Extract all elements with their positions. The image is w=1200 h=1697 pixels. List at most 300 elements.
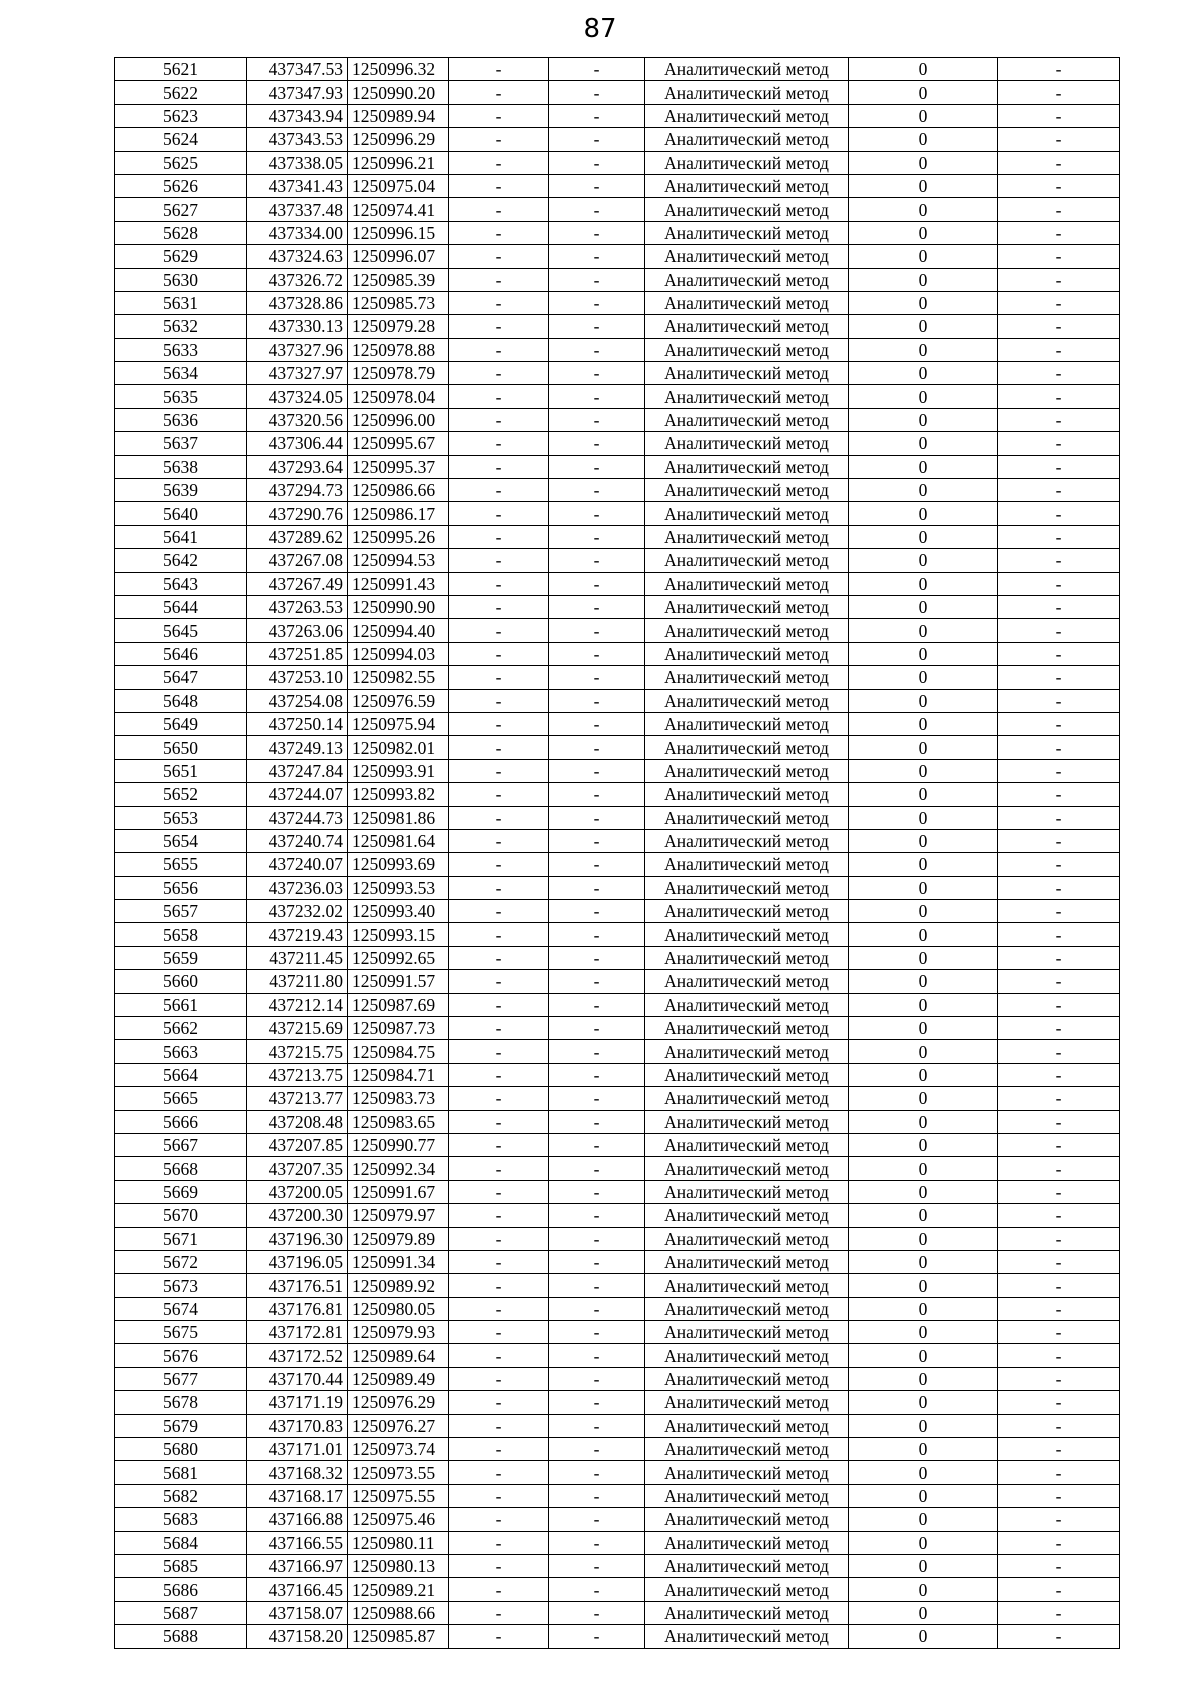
table-row <box>115 853 1120 876</box>
col5-cell: - <box>549 1484 645 1507</box>
x-coordinate-cell: 437320.56 <box>247 408 348 431</box>
col4-cell: - <box>449 1204 549 1227</box>
point-number-cell: 5642 <box>115 549 247 572</box>
col5-cell: - <box>549 689 645 712</box>
col8-cell: - <box>998 104 1120 127</box>
coordinates-table <box>114 57 1120 1649</box>
col4-cell: - <box>449 1321 549 1344</box>
error-cell: 0 <box>849 1180 998 1203</box>
method-cell: Аналитический метод <box>645 619 849 642</box>
x-coordinate-cell: 437168.32 <box>247 1461 348 1484</box>
col5-cell: - <box>549 1601 645 1624</box>
col8-cell: - <box>998 385 1120 408</box>
x-coordinate-cell: 437168.17 <box>247 1484 348 1507</box>
table-row <box>115 572 1120 595</box>
y-coordinate-cell: 1250996.21 <box>348 151 449 174</box>
col4-cell: - <box>449 291 549 314</box>
x-coordinate-cell: 437196.05 <box>247 1250 348 1273</box>
table-row <box>115 479 1120 502</box>
col8-cell: - <box>998 1017 1120 1040</box>
table-row <box>115 245 1120 268</box>
col8-cell: - <box>998 81 1120 104</box>
y-coordinate-cell: 1250996.07 <box>348 245 449 268</box>
y-coordinate-cell: 1250987.73 <box>348 1017 449 1040</box>
y-coordinate-cell: 1250993.91 <box>348 759 449 782</box>
col8-cell: - <box>998 502 1120 525</box>
method-cell: Аналитический метод <box>645 666 849 689</box>
col8-cell: - <box>998 876 1120 899</box>
col4-cell: - <box>449 1157 549 1180</box>
col4-cell: - <box>449 245 549 268</box>
point-number-cell: 5653 <box>115 806 247 829</box>
table-row <box>115 946 1120 969</box>
method-cell: Аналитический метод <box>645 829 849 852</box>
error-cell: 0 <box>849 1063 998 1086</box>
method-cell: Аналитический метод <box>645 1274 849 1297</box>
col5-cell: - <box>549 1508 645 1531</box>
col8-cell: - <box>998 1578 1120 1601</box>
y-coordinate-cell: 1250987.69 <box>348 993 449 1016</box>
col5-cell: - <box>549 1625 645 1648</box>
x-coordinate-cell: 437240.74 <box>247 829 348 852</box>
error-cell: 0 <box>849 572 998 595</box>
col8-cell: - <box>998 1297 1120 1320</box>
error-cell: 0 <box>849 81 998 104</box>
col5-cell: - <box>549 619 645 642</box>
table-row <box>115 970 1120 993</box>
method-cell: Аналитический метод <box>645 759 849 782</box>
error-cell: 0 <box>849 432 998 455</box>
method-cell: Аналитический метод <box>645 1344 849 1367</box>
method-cell: Аналитический метод <box>645 595 849 618</box>
method-cell: Аналитический метод <box>645 1017 849 1040</box>
col5-cell: - <box>549 1438 645 1461</box>
x-coordinate-cell: 437200.30 <box>247 1204 348 1227</box>
y-coordinate-cell: 1250990.90 <box>348 595 449 618</box>
y-coordinate-cell: 1250985.39 <box>348 268 449 291</box>
error-cell: 0 <box>849 1414 998 1437</box>
col4-cell: - <box>449 1508 549 1531</box>
point-number-cell: 5675 <box>115 1321 247 1344</box>
error-cell: 0 <box>849 408 998 431</box>
y-coordinate-cell: 1250975.04 <box>348 174 449 197</box>
x-coordinate-cell: 437327.97 <box>247 362 348 385</box>
col5-cell: - <box>549 1133 645 1156</box>
error-cell: 0 <box>849 1344 998 1367</box>
method-cell: Аналитический метод <box>645 1531 849 1554</box>
col4-cell: - <box>449 900 549 923</box>
y-coordinate-cell: 1250981.86 <box>348 806 449 829</box>
x-coordinate-cell: 437240.07 <box>247 853 348 876</box>
x-coordinate-cell: 437176.81 <box>247 1297 348 1320</box>
error-cell: 0 <box>849 58 998 81</box>
y-coordinate-cell: 1250983.73 <box>348 1087 449 1110</box>
y-coordinate-cell: 1250994.53 <box>348 549 449 572</box>
method-cell: Аналитический метод <box>645 1391 849 1414</box>
y-coordinate-cell: 1250989.64 <box>348 1344 449 1367</box>
error-cell: 0 <box>849 1250 998 1273</box>
x-coordinate-cell: 437328.86 <box>247 291 348 314</box>
method-cell: Аналитический метод <box>645 1461 849 1484</box>
y-coordinate-cell: 1250975.94 <box>348 712 449 735</box>
x-coordinate-cell: 437293.64 <box>247 455 348 478</box>
col4-cell: - <box>449 1461 549 1484</box>
error-cell: 0 <box>849 923 998 946</box>
y-coordinate-cell: 1250990.77 <box>348 1133 449 1156</box>
x-coordinate-cell: 437176.51 <box>247 1274 348 1297</box>
col5-cell: - <box>549 923 645 946</box>
col8-cell: - <box>998 595 1120 618</box>
point-number-cell: 5662 <box>115 1017 247 1040</box>
x-coordinate-cell: 437211.45 <box>247 946 348 969</box>
col8-cell: - <box>998 1438 1120 1461</box>
col4-cell: - <box>449 549 549 572</box>
y-coordinate-cell: 1250979.93 <box>348 1321 449 1344</box>
x-coordinate-cell: 437213.77 <box>247 1087 348 1110</box>
error-cell: 0 <box>849 1438 998 1461</box>
method-cell: Аналитический метод <box>645 362 849 385</box>
x-coordinate-cell: 437343.94 <box>247 104 348 127</box>
table-row <box>115 666 1120 689</box>
error-cell: 0 <box>849 268 998 291</box>
y-coordinate-cell: 1250993.82 <box>348 783 449 806</box>
error-cell: 0 <box>849 666 998 689</box>
col5-cell: - <box>549 1367 645 1390</box>
col4-cell: - <box>449 876 549 899</box>
y-coordinate-cell: 1250991.57 <box>348 970 449 993</box>
point-number-cell: 5651 <box>115 759 247 782</box>
col4-cell: - <box>449 1625 549 1648</box>
method-cell: Аналитический метод <box>645 1040 849 1063</box>
point-number-cell: 5631 <box>115 291 247 314</box>
col4-cell: - <box>449 1180 549 1203</box>
point-number-cell: 5638 <box>115 455 247 478</box>
table-row <box>115 783 1120 806</box>
x-coordinate-cell: 437212.14 <box>247 993 348 1016</box>
error-cell: 0 <box>849 362 998 385</box>
table-row <box>115 1110 1120 1133</box>
point-number-cell: 5628 <box>115 221 247 244</box>
point-number-cell: 5663 <box>115 1040 247 1063</box>
y-coordinate-cell: 1250973.74 <box>348 1438 449 1461</box>
col8-cell: - <box>998 666 1120 689</box>
y-coordinate-cell: 1250994.40 <box>348 619 449 642</box>
x-coordinate-cell: 437324.63 <box>247 245 348 268</box>
method-cell: Аналитический метод <box>645 245 849 268</box>
col4-cell: - <box>449 595 549 618</box>
method-cell: Аналитический метод <box>645 1227 849 1250</box>
table-row <box>115 1508 1120 1531</box>
y-coordinate-cell: 1250980.05 <box>348 1297 449 1320</box>
point-number-cell: 5624 <box>115 128 247 151</box>
x-coordinate-cell: 437347.93 <box>247 81 348 104</box>
col4-cell: - <box>449 1367 549 1390</box>
method-cell: Аналитический метод <box>645 1063 849 1086</box>
point-number-cell: 5673 <box>115 1274 247 1297</box>
method-cell: Аналитический метод <box>645 1555 849 1578</box>
y-coordinate-cell: 1250975.55 <box>348 1484 449 1507</box>
col8-cell: - <box>998 1508 1120 1531</box>
point-number-cell: 5621 <box>115 58 247 81</box>
table-row <box>115 900 1120 923</box>
method-cell: Аналитический метод <box>645 1438 849 1461</box>
x-coordinate-cell: 437166.45 <box>247 1578 348 1601</box>
error-cell: 0 <box>849 806 998 829</box>
col8-cell: - <box>998 572 1120 595</box>
error-cell: 0 <box>849 736 998 759</box>
point-number-cell: 5649 <box>115 712 247 735</box>
col8-cell: - <box>998 970 1120 993</box>
col5-cell: - <box>549 1531 645 1554</box>
x-coordinate-cell: 437337.48 <box>247 198 348 221</box>
col8-cell: - <box>998 128 1120 151</box>
point-number-cell: 5648 <box>115 689 247 712</box>
col4-cell: - <box>449 642 549 665</box>
y-coordinate-cell: 1250975.46 <box>348 1508 449 1531</box>
y-coordinate-cell: 1250994.03 <box>348 642 449 665</box>
col5-cell: - <box>549 1250 645 1273</box>
x-coordinate-cell: 437294.73 <box>247 479 348 502</box>
col5-cell: - <box>549 104 645 127</box>
col5-cell: - <box>549 1180 645 1203</box>
col8-cell: - <box>998 198 1120 221</box>
point-number-cell: 5632 <box>115 315 247 338</box>
col4-cell: - <box>449 946 549 969</box>
col8-cell: - <box>998 923 1120 946</box>
col4-cell: - <box>449 502 549 525</box>
x-coordinate-cell: 437219.43 <box>247 923 348 946</box>
table-row <box>115 993 1120 1016</box>
col4-cell: - <box>449 1087 549 1110</box>
y-coordinate-cell: 1250980.11 <box>348 1531 449 1554</box>
method-cell: Аналитический метод <box>645 900 849 923</box>
x-coordinate-cell: 437166.55 <box>247 1531 348 1554</box>
table-row <box>115 58 1120 81</box>
y-coordinate-cell: 1250982.01 <box>348 736 449 759</box>
col8-cell: - <box>998 1274 1120 1297</box>
method-cell: Аналитический метод <box>645 1484 849 1507</box>
y-coordinate-cell: 1250980.13 <box>348 1555 449 1578</box>
error-cell: 0 <box>849 1227 998 1250</box>
col4-cell: - <box>449 1017 549 1040</box>
col8-cell: - <box>998 1625 1120 1648</box>
col4-cell: - <box>449 1250 549 1273</box>
col4-cell: - <box>449 1555 549 1578</box>
col4-cell: - <box>449 315 549 338</box>
y-coordinate-cell: 1250978.88 <box>348 338 449 361</box>
error-cell: 0 <box>849 1625 998 1648</box>
point-number-cell: 5667 <box>115 1133 247 1156</box>
col4-cell: - <box>449 736 549 759</box>
x-coordinate-cell: 437172.81 <box>247 1321 348 1344</box>
method-cell: Аналитический метод <box>645 876 849 899</box>
point-number-cell: 5680 <box>115 1438 247 1461</box>
point-number-cell: 5683 <box>115 1508 247 1531</box>
col8-cell: - <box>998 783 1120 806</box>
x-coordinate-cell: 437306.44 <box>247 432 348 455</box>
point-number-cell: 5686 <box>115 1578 247 1601</box>
col8-cell: - <box>998 1344 1120 1367</box>
col5-cell: - <box>549 1461 645 1484</box>
col4-cell: - <box>449 1274 549 1297</box>
method-cell: Аналитический метод <box>645 408 849 431</box>
method-cell: Аналитический метод <box>645 923 849 946</box>
col5-cell: - <box>549 221 645 244</box>
col5-cell: - <box>549 1414 645 1437</box>
point-number-cell: 5681 <box>115 1461 247 1484</box>
col5-cell: - <box>549 970 645 993</box>
point-number-cell: 5641 <box>115 525 247 548</box>
table-row <box>115 408 1120 431</box>
point-number-cell: 5676 <box>115 1344 247 1367</box>
table-row <box>115 736 1120 759</box>
table-row <box>115 1438 1120 1461</box>
col4-cell: - <box>449 385 549 408</box>
col8-cell: - <box>998 1133 1120 1156</box>
col4-cell: - <box>449 1578 549 1601</box>
table-row <box>115 712 1120 735</box>
table-row <box>115 1601 1120 1624</box>
col8-cell: - <box>998 1180 1120 1203</box>
col4-cell: - <box>449 923 549 946</box>
point-number-cell: 5625 <box>115 151 247 174</box>
x-coordinate-cell: 437236.03 <box>247 876 348 899</box>
x-coordinate-cell: 437166.88 <box>247 1508 348 1531</box>
method-cell: Аналитический метод <box>645 502 849 525</box>
col8-cell: - <box>998 1484 1120 1507</box>
table-row <box>115 1274 1120 1297</box>
y-coordinate-cell: 1250992.34 <box>348 1157 449 1180</box>
col5-cell: - <box>549 783 645 806</box>
y-coordinate-cell: 1250996.29 <box>348 128 449 151</box>
col8-cell: - <box>998 1601 1120 1624</box>
x-coordinate-cell: 437343.53 <box>247 128 348 151</box>
col8-cell: - <box>998 1367 1120 1390</box>
y-coordinate-cell: 1250989.21 <box>348 1578 449 1601</box>
point-number-cell: 5682 <box>115 1484 247 1507</box>
col8-cell: - <box>998 712 1120 735</box>
point-number-cell: 5664 <box>115 1063 247 1086</box>
table-body <box>115 58 1120 1649</box>
x-coordinate-cell: 437324.05 <box>247 385 348 408</box>
col8-cell: - <box>998 900 1120 923</box>
col4-cell: - <box>449 1110 549 1133</box>
y-coordinate-cell: 1250979.89 <box>348 1227 449 1250</box>
method-cell: Аналитический метод <box>645 853 849 876</box>
error-cell: 0 <box>849 198 998 221</box>
method-cell: Аналитический метод <box>645 1508 849 1531</box>
point-number-cell: 5684 <box>115 1531 247 1554</box>
col8-cell: - <box>998 58 1120 81</box>
point-number-cell: 5654 <box>115 829 247 852</box>
y-coordinate-cell: 1250991.34 <box>348 1250 449 1273</box>
col8-cell: - <box>998 759 1120 782</box>
method-cell: Аналитический метод <box>645 268 849 291</box>
col5-cell: - <box>549 502 645 525</box>
table-row <box>115 1204 1120 1227</box>
x-coordinate-cell: 437334.00 <box>247 221 348 244</box>
table-row <box>115 1040 1120 1063</box>
col4-cell: - <box>449 455 549 478</box>
method-cell: Аналитический метод <box>645 198 849 221</box>
col4-cell: - <box>449 1227 549 1250</box>
table-row <box>115 619 1120 642</box>
col8-cell: - <box>998 1110 1120 1133</box>
error-cell: 0 <box>849 502 998 525</box>
point-number-cell: 5629 <box>115 245 247 268</box>
method-cell: Аналитический метод <box>645 970 849 993</box>
table-row <box>115 1578 1120 1601</box>
y-coordinate-cell: 1250976.27 <box>348 1414 449 1437</box>
error-cell: 0 <box>849 455 998 478</box>
x-coordinate-cell: 437172.52 <box>247 1344 348 1367</box>
col8-cell: - <box>998 291 1120 314</box>
col8-cell: - <box>998 1087 1120 1110</box>
col5-cell: - <box>549 806 645 829</box>
table-row <box>115 1531 1120 1554</box>
y-coordinate-cell: 1250992.65 <box>348 946 449 969</box>
point-number-cell: 5635 <box>115 385 247 408</box>
col5-cell: - <box>549 572 645 595</box>
point-number-cell: 5637 <box>115 432 247 455</box>
col5-cell: - <box>549 151 645 174</box>
point-number-cell: 5623 <box>115 104 247 127</box>
x-coordinate-cell: 437327.96 <box>247 338 348 361</box>
table-row <box>115 595 1120 618</box>
y-coordinate-cell: 1250995.26 <box>348 525 449 548</box>
y-coordinate-cell: 1250983.65 <box>348 1110 449 1133</box>
point-number-cell: 5678 <box>115 1391 247 1414</box>
y-coordinate-cell: 1250996.00 <box>348 408 449 431</box>
col8-cell: - <box>998 1391 1120 1414</box>
x-coordinate-cell: 437251.85 <box>247 642 348 665</box>
col4-cell: - <box>449 174 549 197</box>
table-row <box>115 1625 1120 1648</box>
point-number-cell: 5645 <box>115 619 247 642</box>
x-coordinate-cell: 437158.07 <box>247 1601 348 1624</box>
method-cell: Аналитический метод <box>645 151 849 174</box>
error-cell: 0 <box>849 1274 998 1297</box>
method-cell: Аналитический метод <box>645 432 849 455</box>
col8-cell: - <box>998 993 1120 1016</box>
point-number-cell: 5687 <box>115 1601 247 1624</box>
col8-cell: - <box>998 455 1120 478</box>
col8-cell: - <box>998 736 1120 759</box>
method-cell: Аналитический метод <box>645 174 849 197</box>
col5-cell: - <box>549 1391 645 1414</box>
point-number-cell: 5685 <box>115 1555 247 1578</box>
col5-cell: - <box>549 245 645 268</box>
point-number-cell: 5670 <box>115 1204 247 1227</box>
method-cell: Аналитический метод <box>645 315 849 338</box>
col8-cell: - <box>998 525 1120 548</box>
error-cell: 0 <box>849 1391 998 1414</box>
col5-cell: - <box>549 338 645 361</box>
method-cell: Аналитический метод <box>645 104 849 127</box>
table-row <box>115 829 1120 852</box>
point-number-cell: 5677 <box>115 1367 247 1390</box>
col5-cell: - <box>549 1274 645 1297</box>
col5-cell: - <box>549 1321 645 1344</box>
error-cell: 0 <box>849 642 998 665</box>
col4-cell: - <box>449 221 549 244</box>
y-coordinate-cell: 1250991.67 <box>348 1180 449 1203</box>
col4-cell: - <box>449 432 549 455</box>
y-coordinate-cell: 1250995.37 <box>348 455 449 478</box>
error-cell: 0 <box>849 315 998 338</box>
col4-cell: - <box>449 1484 549 1507</box>
table-row <box>115 1063 1120 1086</box>
